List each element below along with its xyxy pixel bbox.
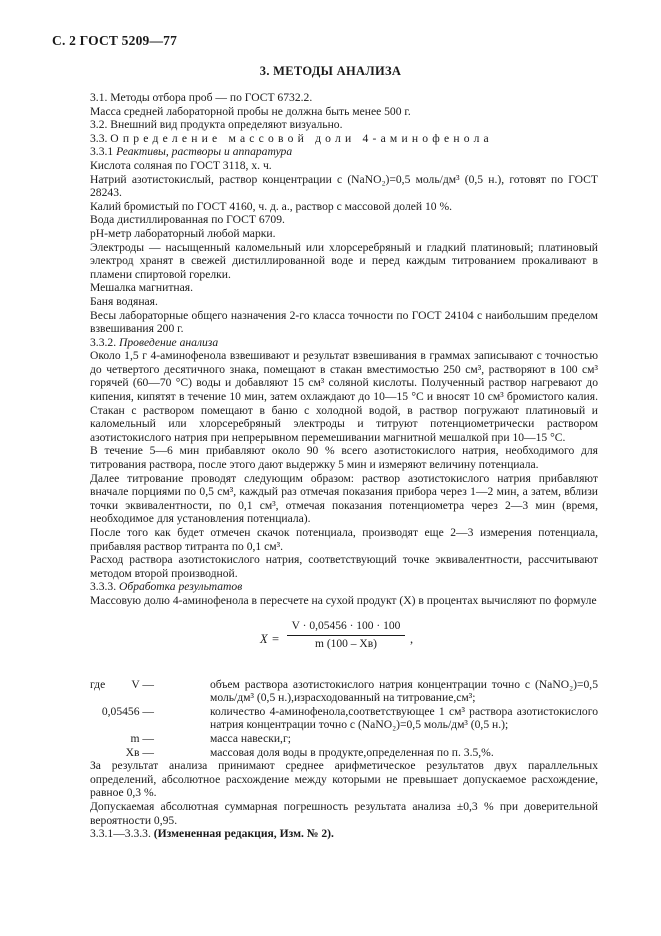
legend-label: где	[90, 677, 106, 691]
paragraph-3-1: 3.1. Методы отбора проб — по ГОСТ 6732.2.	[90, 91, 313, 104]
paragraph-water: Вода дистиллированная по ГОСТ 6709.	[90, 213, 285, 227]
clause-number: 3.3.2.	[90, 335, 117, 349]
paragraph-titration-continue: Далее титрование проводят следующим образом: раствор азотистокислого натрия прибавляют вначале порциями по 0,5 см³, каждый раз отмечая показания прибора через 1—2 мин, а затем, вблизи точки эквивалентности, по 0,1 см³, отмечая показания потенциометра через 2—3 мин (время, необходимое для установления потенциала).	[90, 471, 598, 526]
paragraph-3-3-1	[90, 145, 598, 159]
clause-number: 3.3.	[90, 131, 108, 145]
paragraph-stirrer: Мешалка магнитная.	[90, 281, 193, 295]
section-title: 3. МЕТОДЫ АНАЛИЗА	[259, 64, 402, 78]
clause-number: 3.3.1—3.3.3.	[90, 827, 151, 841]
clause-heading: Определение массовой доли 4-аминофенола	[110, 131, 493, 145]
legend-text: массовая доля воды в продукте,определенная по п. 3.5,%.	[210, 745, 494, 759]
paragraph-3-3-3	[90, 580, 598, 594]
paragraph-consumption: Расход раствора азотистокислого натрия, соответствующий точке эквивалентности, рассчитывают методом второй производной.	[90, 553, 598, 580]
page-header: С. 2 ГОСТ 5209—77	[52, 33, 178, 48]
paragraph-procedure: Около 1,5 г 4-аминофенола взвешивают и результат взвешивания в граммах записывают с точностью до четвертого десятичного знака, помещают в стакан вместимостью 250 см³, растворяют в 100 см³ горячей (60—70 °С) воды и добавляют 15 см³ соляной кислоты. Полученный раствор нагревают до кипения, кипятят в течение 10 мин, затем охлаждают до 10—15 °С и вносят 10 см³ бромистого калия. Стакан с раствором помещают в баню с холодной водой, в раствор погружают платиновый и каломельный или хлорсеребряный электроды и титруют потенциометрически раствором азотистокислого натрия при непрерывном перемешивании магнитной мешалкой при 10—15 °С.	[90, 349, 598, 444]
legend-row	[90, 678, 598, 705]
formula-denominator: m (100 – Xв)	[315, 638, 377, 651]
legend-symbol: Xв —	[125, 745, 154, 759]
clause-heading: Обработка результатов	[119, 580, 243, 594]
legend-row	[90, 732, 598, 746]
paragraph-bath: Баня водяная.	[90, 294, 158, 308]
paragraph-result: За результат анализа принимают среднее арифметическое результатов двух параллельных определений, абсолютное расхождение между которыми не превышает допускаемое расхождение, равное 0,3 %.	[90, 759, 598, 800]
document-body	[90, 91, 598, 841]
clause-number: 3.3.1	[90, 145, 114, 159]
paragraph-nano2: Натрий азотистокислый, раствор концентрации c (NaNO₂)=0,5 моль/дм³ (0,5 н.), готовят по ГОСТ 28243.	[90, 172, 598, 200]
paragraph-potential-jump: После того как будет отмечен скачок потенциала, производят еще 2—3 измерения потенциала, прибавляя раствор титранта по 0,1 см³.	[90, 526, 598, 553]
paragraph-sample-mass: Масса средней лабораторной пробы не должна быть менее 500 г.	[90, 104, 411, 118]
legend-symbol: m —	[130, 731, 154, 745]
clause-number: 3.3.3.	[90, 580, 117, 594]
clause-heading: Реактивы, растворы и аппаратура	[116, 145, 293, 159]
paragraph-kbr: Калий бромистый по ГОСТ 4160, ч. д. а., раствор с массовой долей 10 %.	[90, 199, 453, 213]
revision-note: (Измененная редакция, Изм. № 2).	[153, 827, 334, 841]
paragraph-scales: Весы лабораторные общего назначения 2-го класса точности по ГОСТ 24104 с наибольшим пределом взвешивания 200 г.	[90, 308, 598, 336]
formula-numerator: V · 0,05456 · 100 · 100	[287, 620, 405, 637]
legend-symbol: V —	[131, 677, 154, 691]
legend-text: масса навески,г;	[210, 731, 291, 745]
legend-symbol: 0,05456 —	[101, 704, 154, 718]
formula-lhs: X	[260, 631, 268, 646]
clause-heading: Проведение анализа	[119, 335, 219, 349]
legend-text: количество 4-аминофенола,соответствующее 1 см³ раствора азотистокислого натрия концентрации точно c (NaNO₂)=0,5 моль/дм³ (0,5 н.);	[210, 704, 598, 732]
formula	[90, 616, 598, 670]
paragraph-titration-start: В течение 5—6 мин прибавляют около 90 % всего азотистокислого натрия, необходимого для титрования раствора, после этого дают выдержку 5 мин и измеряют величину потенциала.	[90, 444, 598, 472]
legend-row	[90, 746, 598, 760]
paragraph-3-2: 3.2. Внешний вид продукта определяют визуально.	[90, 118, 343, 132]
legend-row	[90, 705, 598, 732]
variable-legend	[90, 678, 598, 760]
paragraph-hcl: Кислота соляная по ГОСТ 3118, х. ч.	[90, 158, 272, 172]
paragraph-3-3-2	[90, 336, 598, 350]
paragraph-ph-meter: pH-метр лабораторный любой марки.	[90, 226, 276, 240]
paragraph-error: Допускаемая абсолютная суммарная погрешность результата анализа ±0,3 % при доверительной вероятности 0,95.	[90, 799, 598, 827]
paragraph-formula-intro: Массовую долю 4-аминофенола в пересчете на сухой продукт (X) в процентах вычисляют по формуле	[90, 593, 597, 607]
paragraph-3-3	[90, 132, 598, 146]
formula-fraction	[287, 620, 405, 652]
paragraph-electrodes: Электроды — насыщенный каломельный или хлорсеребряный и гладкий платиновый; платиновый электрод хранят в свежей дистиллированной воде и перед каждым титрованием прокаливают в пламени спиртовой горелки.	[90, 240, 598, 281]
formula-equals: =	[272, 631, 280, 646]
formula-tail: ,	[410, 631, 414, 646]
legend-text: объем раствора азотистокислого натрия концентрации точно c (NaNO₂)=0,5 моль/дм³ (0,5 н.),израсходованный на титрование,см³;	[210, 677, 598, 705]
paragraph-revision	[90, 827, 598, 841]
